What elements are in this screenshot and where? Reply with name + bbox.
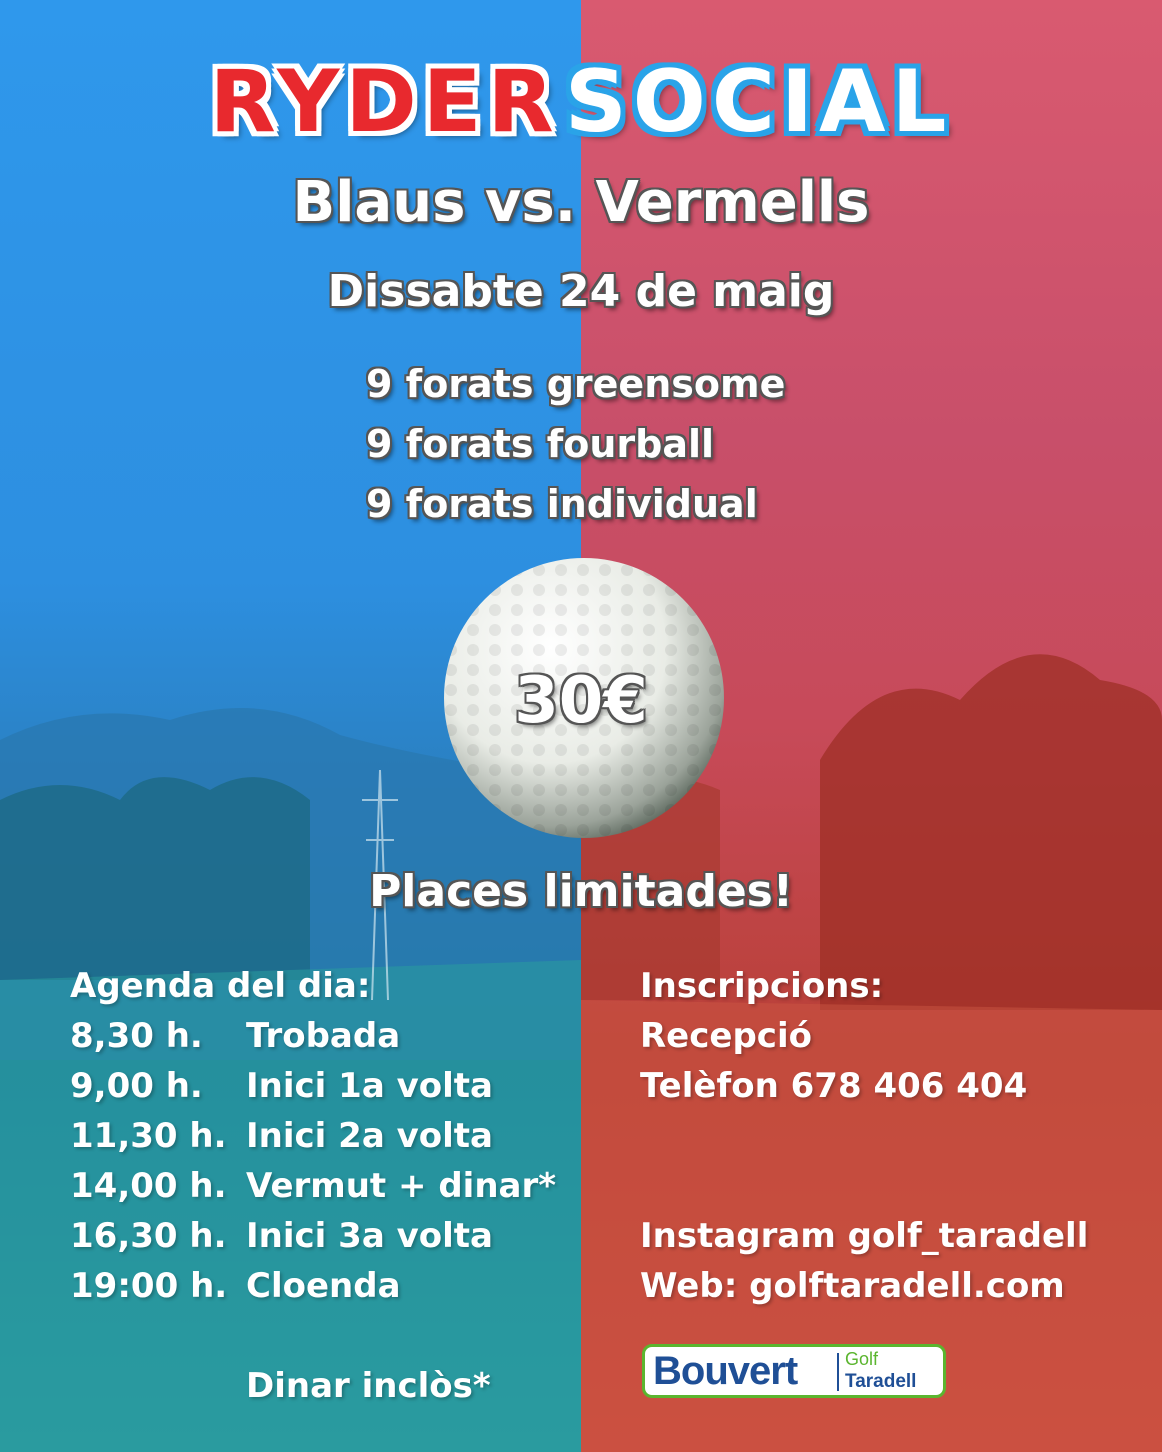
- agenda-time: 8,30 h.: [70, 1016, 203, 1056]
- agenda-event: Vermut + dinar*: [246, 1166, 557, 1206]
- price-label: 30€: [514, 664, 648, 738]
- registration-phone: Telèfon 678 406 404: [640, 1066, 1028, 1106]
- logo-brand: Bouvert: [653, 1349, 798, 1393]
- agenda-time: 16,30 h.: [70, 1216, 227, 1256]
- agenda-event: Trobada: [246, 1016, 401, 1056]
- event-title: [0, 52, 1162, 152]
- lunch-note: Dinar inclòs*: [246, 1366, 491, 1406]
- agenda-time: 11,30 h.: [70, 1116, 227, 1156]
- event-subtitle: Blaus vs. Vermells: [292, 170, 870, 235]
- agenda-time: 14,00 h.: [70, 1166, 227, 1206]
- format-item: 9 forats greensome: [366, 362, 786, 406]
- agenda-time: 9,00 h.: [70, 1066, 203, 1106]
- agenda-event: Inici 3a volta: [246, 1216, 493, 1256]
- logo-golf: Golf: [845, 1349, 879, 1369]
- title-social: SOCIAL: [564, 52, 953, 152]
- agenda-heading: Agenda del dia:: [70, 966, 371, 1006]
- event-date: Dissabte 24 de maig: [327, 266, 835, 317]
- agenda-event: Inici 2a volta: [246, 1116, 493, 1156]
- agenda-time: 19:00 h.: [70, 1266, 228, 1306]
- format-item: 9 forats individual: [366, 482, 758, 526]
- instagram-handle: Instagram golf_taradell: [640, 1216, 1089, 1256]
- agenda-event: Cloenda: [246, 1266, 401, 1306]
- agenda-event: Inici 1a volta: [246, 1066, 493, 1106]
- bouvert-golf-taradell-logo: [642, 1344, 946, 1398]
- logo-taradell: Taradell: [845, 1371, 917, 1392]
- registration-heading: Inscripcions:: [640, 966, 884, 1006]
- registration-reception: Recepció: [640, 1016, 812, 1056]
- title-ryder: RYDER: [209, 52, 560, 152]
- logo-divider: [837, 1353, 839, 1391]
- places-limited: Places limitades!: [369, 866, 793, 917]
- format-item: 9 forats fourball: [366, 422, 715, 466]
- website-link: Web: golftaradell.com: [640, 1266, 1065, 1306]
